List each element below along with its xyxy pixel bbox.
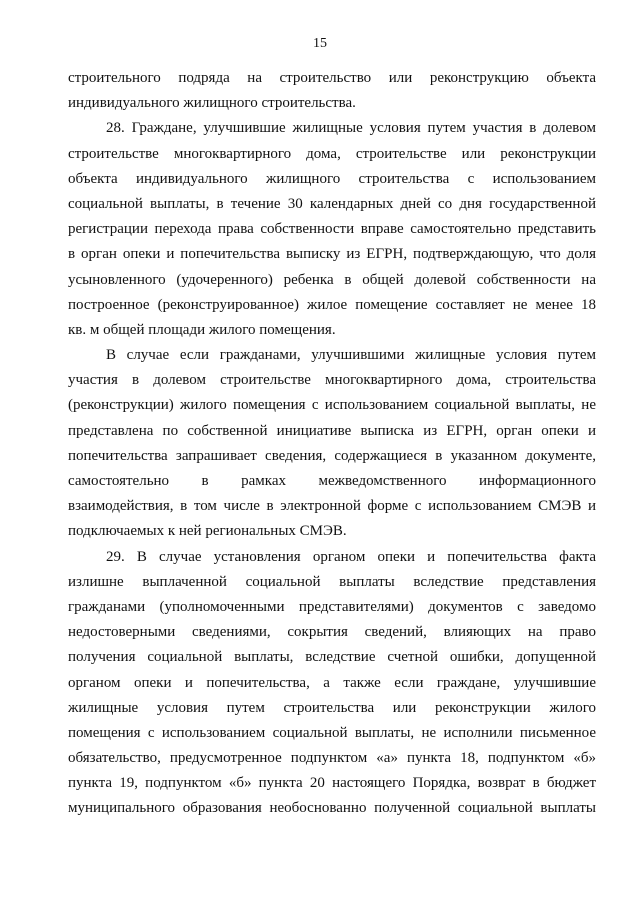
text-line: 29. В случае установления органом опеки и попечительства факта xyxy=(106,548,596,565)
text-line: гражданами (уполномоченными представителями) документов с заведомо xyxy=(68,598,596,615)
document-body xyxy=(68,66,596,822)
text-line: построенное (реконструированное) жилое помещение составляет не менее 18 xyxy=(68,296,596,313)
text-line: (реконструкции) жилого помещения с использованием социальной выплаты, не xyxy=(68,397,596,414)
text-line: в орган опеки и попечительства выписку из ЕГРН, подтверждающую, что доля xyxy=(68,246,596,263)
text-line: В случае если гражданами, улучшившими жилищные условия путем xyxy=(106,347,596,364)
text-line: жилищные условия путем строительства или реконструкции жилого xyxy=(68,699,596,716)
text-line: муниципального образования необоснованно полученной социальной выплаты xyxy=(68,800,596,817)
text-line: представлена по собственной инициативе выписка из ЕГРН, орган опеки и xyxy=(68,422,596,439)
text-line: участия в долевом строительстве многоквартирного дома, строительства xyxy=(68,372,596,389)
text-line: получения социальной выплаты, вследствие счетной ошибки, допущенной xyxy=(68,649,596,666)
text-line: объекта индивидуального жилищного строительства с использованием xyxy=(68,170,596,187)
text-line: строительного подряда на строительство или реконструкцию объекта xyxy=(68,70,596,86)
page-number: 15 xyxy=(313,36,327,51)
text-line: пункта 19, подпунктом «б» пункта 20 настоящего Порядка, возврат в бюджет xyxy=(68,775,596,792)
text-line: строительстве многоквартирного дома, строительстве или реконструкции xyxy=(68,145,596,162)
text-line: излишне выплаченной социальной выплаты вследствие представления xyxy=(68,573,596,590)
text-line: индивидуального жилищного строительства. xyxy=(68,95,356,112)
text-line: взаимодействия, в том числе в электронной форме с использованием СМЭВ и xyxy=(68,498,596,515)
text-line: помещения с использованием социальной выплаты, не исполнили письменное xyxy=(68,724,596,741)
text-line: социальной выплаты, в течение 30 календарных дней со дня государственной xyxy=(68,195,596,212)
text-line: обязательство, предусмотренное подпунктом «а» пункта 18, подпунктом «б» xyxy=(68,750,596,767)
text-line: органом опеки и попечительства, а также если граждане, улучшившие xyxy=(68,674,596,691)
text-line: 28. Граждане, улучшившие жилищные условия путем участия в долевом xyxy=(106,120,596,137)
text-line: подключаемых к ней региональных СМЭВ. xyxy=(68,523,347,540)
text-line: самостоятельно в рамках межведомственного информационного xyxy=(68,473,596,489)
text-line: попечительства запрашивает сведения, содержащиеся в указанном документе, xyxy=(68,447,596,464)
text-line: кв. м общей площади жилого помещения. xyxy=(68,321,336,338)
text-line: регистрации перехода права собственности вправе самостоятельно представить xyxy=(68,221,596,238)
text-line: усыновленного (удочеренного) ребенка в общей долевой собственности на xyxy=(68,271,596,288)
text-line: недостоверными сведениями, сокрытия сведений, влияющих на право xyxy=(68,624,596,641)
